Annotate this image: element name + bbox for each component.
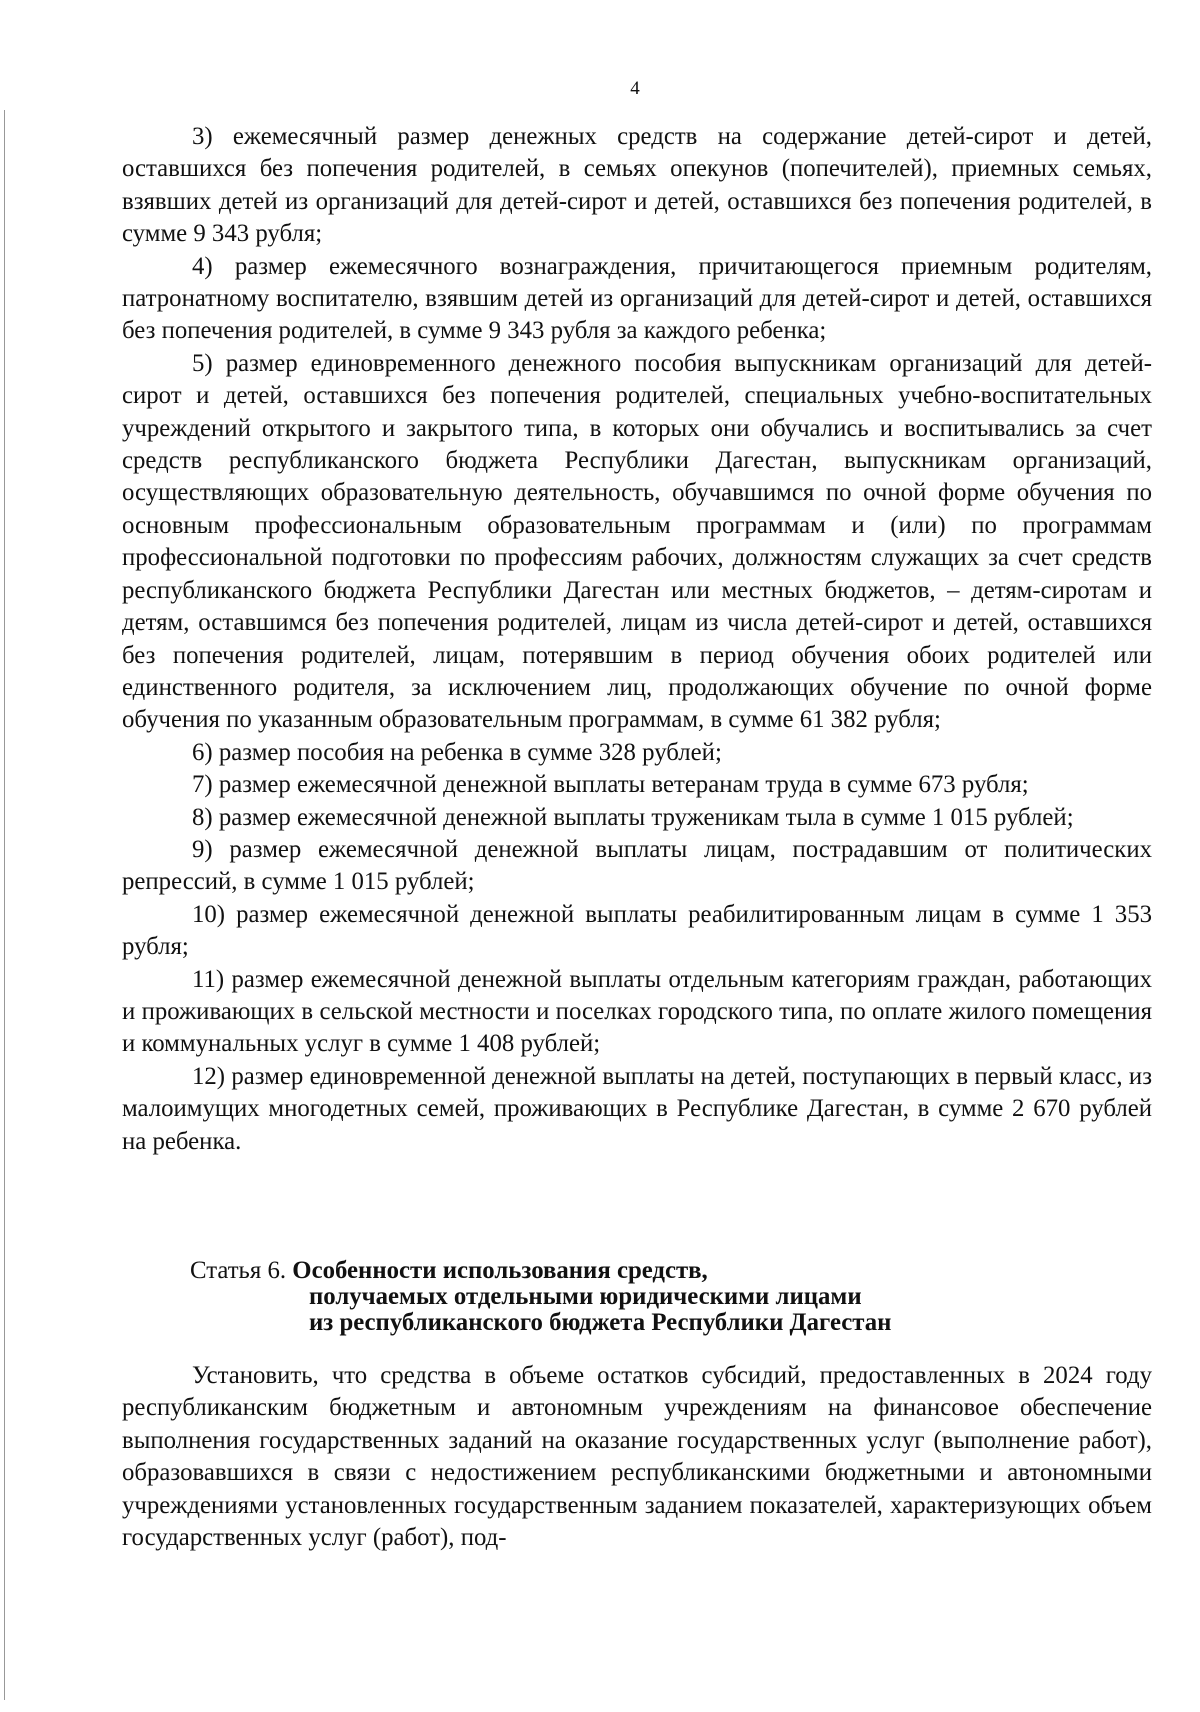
document-body xyxy=(122,121,1152,1158)
list-item-5: 5) размер единовременного денежного пособия выпускникам организаций для детей-сирот и детей, оставшихся без попечения родителей, специальных учебно-воспитательных учреждений открытого и закрытого типа, в которых они обучались и воспитывались за счет средств республиканского бюджета Республики Дагестан, выпускникам организаций, осуществляющих образовательную деятельность, обучавшимся по очной форме обучения по основным профессиональным образовательным программам и (или) по программам профессиональной подготовки по профессиям рабочих, должностям служащих за счет средств республиканского бюджета Республики Дагестан или местных бюджетов, – детям-сиротам и детям, оставшимся без попечения родителей, лицам из числа детей-сирот и детей, оставшихся без попечения родителей, лицам, потерявшим в период обучения обоих родителей или единственного родителя, за исключением лиц, продолжающих обучение по очной форме обучения по указанным образовательным программам, в сумме 61 382 рубля; xyxy=(122,349,1152,734)
list-item-4: 4) размер ежемесячного вознаграждения, причитающегося приемным родителям, патронатному воспитателю, взявшим детей из организаций для детей-сирот и детей, оставшихся без попечения родителей, в сумме 9 343 рубля за каждого ребенка; xyxy=(122,252,1152,345)
list-item-9: 9) размер ежемесячной денежной выплаты лицам, пострадавшим от политических репрессий, в сумме 1 015 рублей; xyxy=(122,835,1152,896)
article-body xyxy=(122,1360,1152,1554)
article-title-line-3: из республиканского бюджета Республики Дагестан xyxy=(309,1309,892,1336)
scan-edge-line xyxy=(4,110,5,1700)
article-title-line-1: Особенности использования средств, xyxy=(292,1257,708,1284)
list-item-6: 6) размер пособия на ребенка в сумме 328 рублей; xyxy=(192,738,722,766)
list-item-7: 7) размер ежемесячной денежной выплаты ветеранам труда в сумме 673 рубля; xyxy=(192,771,1029,799)
page-number: 4 xyxy=(630,78,640,99)
list-item-8: 8) размер ежемесячной денежной выплаты труженикам тыла в сумме 1 015 рублей; xyxy=(192,803,1074,831)
article-heading xyxy=(190,1258,891,1336)
article-paragraph: Установить, что средства в объеме остатков субсидий, предоставленных в 2024 году республиканским бюджетным и автономным учреждениям на финансовое обеспечение выполнения государственных заданий на оказание государственных услуг (выполнение работ), образовавшихся в связи с недостижением республиканскими бюджетными и автономными учреждениями установленных государственным заданием показателей, характеризующих объем государственных услуг (работ), под- xyxy=(122,1362,1152,1552)
list-item-11: 11) размер ежемесячной денежной выплаты отдельным категориям граждан, работающих и проживающих в сельской местности и поселках городского типа, по оплате жилого помещения и коммунальных услуг в сумме 1 408 рублей; xyxy=(122,965,1152,1058)
article-label: Статья 6. xyxy=(190,1257,287,1284)
list-item-3: 3) ежемесячный размер денежных средств на содержание детей-сирот и детей, оставшихся без попечения родителей, в семьях опекунов (попечителей), приемных семьях, взявших детей из организаций для детей-сирот и детей, оставшихся без попечения родителей, в сумме 9 343 рубля; xyxy=(122,123,1152,248)
list-item-12: 12) размер единовременной денежной выплаты на детей, поступающих в первый класс, из малоимущих многодетных семей, проживающих в Республике Дагестан, в сумме 2 670 рублей на ребенка. xyxy=(122,1062,1152,1155)
list-item-10: 10) размер ежемесячной денежной выплаты реабилитированным лицам в сумме 1 353 рубля; xyxy=(122,900,1152,961)
article-title-line-2: получаемых отдельными юридическими лицами xyxy=(309,1283,862,1310)
